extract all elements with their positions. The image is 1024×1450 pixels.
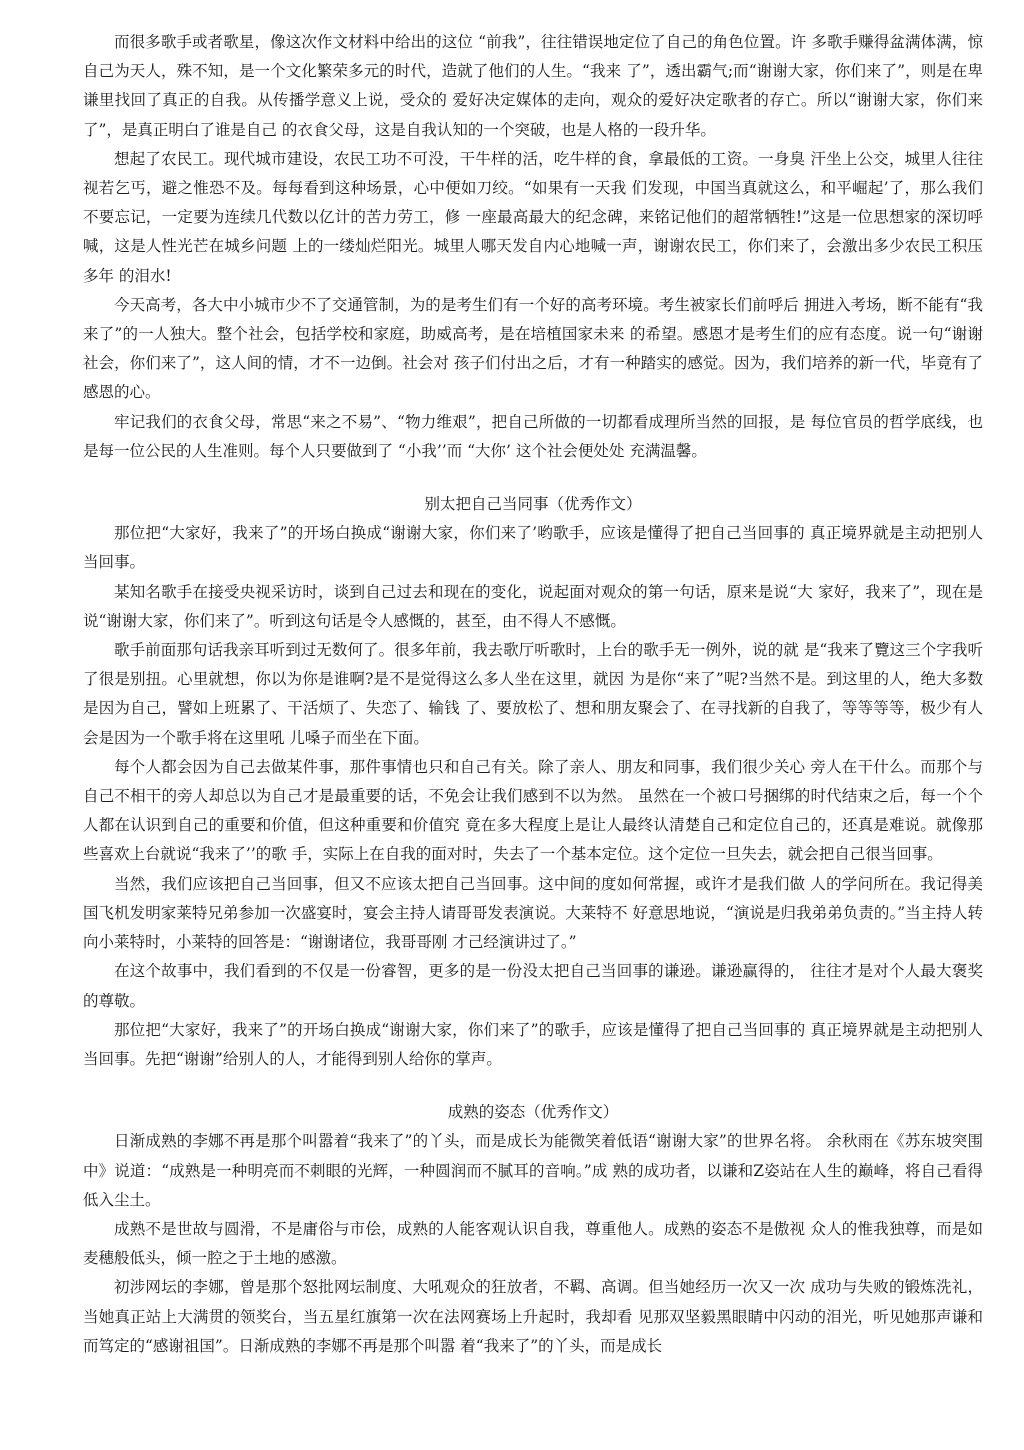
paragraph: 某知名歌手在接受央视采访时，谈到自己过去和现在的变化，说起面对观众的第一句话，原来是说“大 家好，我来了”，现在是说“谢谢大家，你们来了”。听到这句话是令人感慨的，甚至，由不得人不感慨。 bbox=[83, 582, 983, 630]
paragraph: 那位把“大家好，我来了”的开场白换成“谢谢大家，你们来了”的歌手，应该是懂得了把自己当回事的 真正境界就是主动把别人当回事。先把“谢谢”给别人的人，才能得到别人给你的掌声。 bbox=[83, 1020, 983, 1068]
paragraph: 每个人都会因为自己去做某件事，那件事情也只和自己有关。除了亲人、朋友和同事，我们很少关心 旁人在干什么。而那个与自己不相干的旁人却总以为自己才是最重要的话，不免会让我们感到不以为然。 虽然在一个被口号捆绑的时代结束之后，每一个个人都在认识到自己的重要和价值，但这种重要和价值究 竟在多大程度上是让人最终认清楚自己和定位自己的，还真是难说。就像那些喜欢上台就说“我来了’’的歌 手，实际上在自我的面对时，失去了一个基本定位。这个定位一旦失去，就会把自己很当回事。 bbox=[83, 757, 983, 864]
section-heading: 成熟的姿态（优秀作文） bbox=[447, 1103, 619, 1122]
paragraph: 在这个故事中，我们看到的不仅是一份睿智，更多的是一份没太把自己当回事的谦逊。谦逊赢得的， 往往才是对个人最大褒奖的尊敬。 bbox=[83, 962, 983, 1010]
paragraph: 歌手前面那句话我亲耳听到过无数何了。很多年前，我去歌厅听歌时，上台的歌手无一例外，说的就 是“我来了覽这三个字我听了很是别扭。心里就想，你以为你是谁啊?是不是觉得这么多人坐在这里，就因 为是你“来了”呢?当然不是。到这里的人，绝大多数是因为自己，譬如上班累了、干活烦了、失恋了、输钱 了、要放松了、想和朋友聚会了、在寻找新的自我了，等等等等，极少有人会是因为一个歌手将在这里吼 儿嗓子而坐在下面。 bbox=[83, 641, 983, 747]
paragraph: 而很多歌手或者歌星，像这次作文材料中给出的这位 “前我”，往往错误地定位了自己的角色位置。许 多歌手赚得盆满体满，惊自己为天人，殊不知，是一个文化繁荣多元的时代，造就了他们的人生。“我来 了”，透出霸气;而“谢谢大家，你们来了”，则是在卑谦里找回了真正的自我。从传播学意义上说，受众的 爱好决定媒体的走向，观众的爱好决定歌者的存亡。所以“谢谢大家，你们来了”，是真正明白了谁是自己 的衣食父母，这是自我认知的一个突破，也是人格的一段升华。 bbox=[83, 33, 983, 139]
paragraph: 日渐成熟的李娜不再是那个叫嚣着“我来了”的丫头，而是成长为能微笑着低语“谢谢大家”的世界名将。 余秋雨在《苏东坡突围中》说道：“成熟是一种明亮而不刺眼的光辉，一种圆润而不腻耳的音响。”成 熟的成功者，以谦和Z姿站在人生的巅峰，将自己看得低入尘土。 bbox=[83, 1132, 983, 1209]
paragraph: 当然，我们应该把自己当回事，但又不应该太把自己当回事。这中间的度如何常握，或许才是我们做 人的学问所在。我记得美国飞机发明家莱特兄弟参加一次盛宴时，宴会主持人请哥哥发表演说。大莱特不 好意思地说，“演说是归我弟弟负责的。”当主持人转向小莱特时，小莱特的回答是：“谢谢诸位，我哥哥刚 才己经演讲过了。” bbox=[83, 874, 983, 952]
paragraph: 成熟不是世故与圆滑，不是庸俗与市侩，成熟的人能客观认识自我，尊重他人。成熟的姿态不是傲视 众人的惟我独尊，而是如麦穗般低头，倾一腔之于土地的感激。 bbox=[83, 1219, 983, 1268]
paragraph: 初涉网坛的李娜，曾是那个怒批网坛制度、大吼观众的狂放者，不羁、高调。但当她经历一次又一次 成功与失败的锻炼洗礼，当她真正站上大满贯的领奖台，当五星红旗第一次在法网赛场上升起时，我却看 见那双坚毅黑眼睛中闪动的泪光，听见她那声谦和而笃定的“感谢祖国”。日渐成熟的李娜不再是那个叫嚣 着“我来了”的丫头，而是成长 bbox=[83, 1278, 983, 1355]
paragraph: 那位把“大家好，我来了”的开场白换成“谢谢大家，你们来了’哟歌手，应该是懂得了把自己当回事的 真正境界就是主动把别人当回事。 bbox=[83, 524, 983, 572]
paragraph: 想起了农民工。现代城市建设，农民工功不可没，干牛样的活，吃牛样的食，拿最低的工资。一身臭 汗坐上公交，城里人往往视若乞丐，避之惟恐不及。每每看到这种场景，心中便如刀绞。“如果有一天我 们发现，中国当真就这么，和平崛起’了，那么我们不要忘记，一定要为连续几代数以亿计的苦力劳工，修 一座最高最大的纪念碑，来铭记他们的超常牺牲!”这是一位思想家的深切呼喊，这是人性光芒在城乡问题 上的一缕灿烂阳光。城里人哪天发自内心地喊一声，谢谢农民工，你们来了，会激出多少农民工积压多年 的泪水! bbox=[83, 149, 983, 285]
section-heading: 别太把自己当同事（优秀作文） bbox=[424, 495, 642, 514]
document-page bbox=[83, 28, 983, 1361]
paragraph: 牢记我们的衣食父母，常思“来之不易”、“物力维艰”，把自己所做的一切都看成理所当然的回报，是 每位官员的哲学底线，也是每一位公民的人生准则。每个人只要做到了 “小我’’而 “大你’ 这个社会便处处 充满温馨。 bbox=[83, 412, 983, 460]
paragraph: 今天高考，各大中小城市少不了交通管制，为的是考生们有一个好的高考环境。考生被家长们前呼后 拥进入考场，断不能有“我来了”的一人独大。整个社会，包括学校和家庭，助威高考，是在培植国家未来 的希望。感恩才是考生们的应有态度。说一句“谢谢社会，你们来了”，这人间的情，才不一边倒。社会对 孩子们付出之后，才有一种踏实的感觉。因为，我们培养的新一代，毕竟有了感恩的心。 bbox=[83, 295, 983, 402]
